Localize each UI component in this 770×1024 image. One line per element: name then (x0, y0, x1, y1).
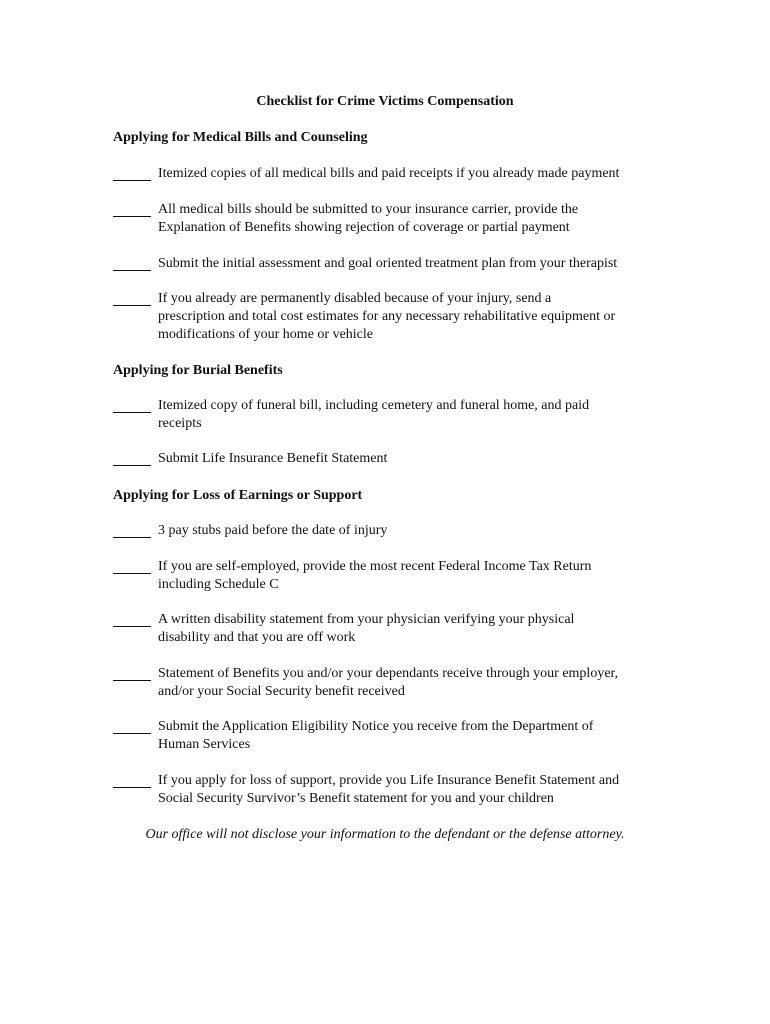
checkbox-blank-line[interactable] (113, 305, 151, 306)
checkbox-blank-line[interactable] (113, 733, 151, 734)
checklist-item-text: Submit the initial assessment and goal oriented treatment plan from your therapist (158, 256, 618, 271)
checklist-item-text: Statement of Benefits you and/or your dependants receive through your employer, and/or your Social Security benefit received (158, 666, 619, 699)
checklist-item-text: 3 pay stubs paid before the date of injury (158, 523, 388, 538)
checkbox-blank-line[interactable] (113, 216, 151, 217)
section-heading-burial: Applying for Burial Benefits (113, 363, 283, 378)
checkbox-blank-line[interactable] (113, 680, 151, 681)
checklist-item-text: If you apply for loss of support, provide you Life Insurance Benefit Statement and Social Security Survivor’s Benefit statement for you and your children (158, 773, 620, 806)
checklist-item-text: Itemized copies of all medical bills and paid receipts if you already made payment (158, 166, 620, 181)
checkbox-blank-line[interactable] (113, 180, 151, 181)
checklist-item-text: Submit the Application Eligibility Notice you receive from the Department of Human Services (158, 719, 594, 752)
checklist-item-text: Submit Life Insurance Benefit Statement (158, 451, 388, 466)
checkbox-blank-line[interactable] (113, 537, 151, 538)
checkbox-blank-line[interactable] (113, 412, 151, 413)
checklist-item-text: All medical bills should be submitted to your insurance carrier, provide the Explanation of Benefits showing rejection of coverage or partial payment (158, 202, 579, 235)
section-heading-medical: Applying for Medical Bills and Counseling (113, 130, 368, 145)
checklist-item-text: If you are self-employed, provide the most recent Federal Income Tax Return including Schedule C (158, 559, 592, 592)
checkbox-blank-line[interactable] (113, 626, 151, 627)
checklist-item-text: If you already are permanently disabled because of your injury, send a prescription and total cost estimates for any necessary rehabilitative equipment or modifications of your home or vehicle (158, 291, 616, 342)
section-heading-earnings: Applying for Loss of Earnings or Support (113, 488, 363, 503)
checklist-item-text: A written disability statement from your physician verifying your physical disability and that you are off work (158, 612, 575, 645)
checkbox-blank-line[interactable] (113, 465, 151, 466)
checkbox-blank-line[interactable] (113, 270, 151, 271)
checklist-item-text: Itemized copy of funeral bill, including cemetery and funeral home, and paid receipts (158, 398, 590, 431)
checkbox-blank-line[interactable] (113, 787, 151, 788)
checkbox-blank-line[interactable] (113, 573, 151, 574)
document-title: Checklist for Crime Victims Compensation (256, 94, 514, 109)
privacy-notice: Our office will not disclose your information to the defendant or the defense attorney. (145, 827, 625, 842)
